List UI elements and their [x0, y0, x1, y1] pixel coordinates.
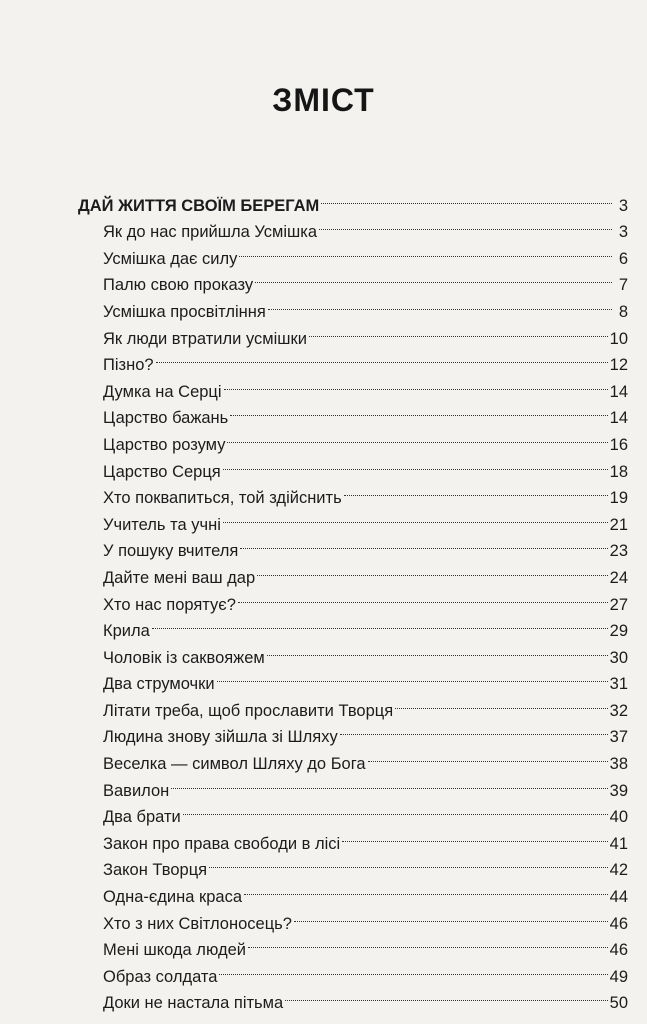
- toc-entry-page-number: 6: [618, 249, 628, 268]
- toc-entry-title: Думка на Серці: [103, 382, 222, 401]
- dot-leader: [239, 237, 612, 264]
- toc-entry-page-number: 31: [609, 675, 628, 694]
- toc-entry-title: Закон про права свободи в лісі: [103, 834, 341, 853]
- dot-leader: [267, 636, 608, 663]
- dot-leader: [152, 610, 608, 637]
- table-of-contents: [78, 184, 628, 1013]
- dot-leader: [321, 184, 612, 211]
- toc-entry-page-number: 10: [609, 329, 628, 348]
- dot-leader: [171, 769, 607, 796]
- toc-entry-page-number: 14: [609, 382, 628, 401]
- dot-leader: [395, 689, 608, 716]
- toc-entry-title: Пізно?: [103, 356, 154, 375]
- toc-entry: [78, 636, 628, 667]
- toc-entry-title: Веселка — символ Шляху до Бога: [103, 755, 366, 774]
- toc-entry-title: Мені шкода людей: [103, 941, 246, 960]
- dot-leader: [268, 290, 612, 317]
- toc-entry-title: Крила: [103, 622, 150, 641]
- toc-entry-title: Царство Серця: [103, 462, 221, 481]
- toc-entry-page-number: 39: [609, 781, 628, 800]
- toc-entry-page-number: 38: [609, 755, 628, 774]
- dot-leader: [183, 796, 608, 823]
- toc-entry-title: Одна-єдина краса: [103, 888, 243, 907]
- toc-entry-page-number: 18: [609, 462, 628, 481]
- dot-leader: [340, 716, 608, 743]
- toc-entry-page-number: 19: [609, 489, 628, 508]
- dot-leader: [257, 556, 607, 583]
- toc-section-heading: [78, 184, 628, 215]
- dot-leader: [342, 822, 607, 849]
- toc-entry-title: Царство бажань: [103, 409, 229, 428]
- toc-entry-title: Дайте мені ваш дар: [103, 568, 256, 587]
- dot-leader: [244, 875, 608, 902]
- dot-leader: [223, 503, 608, 530]
- toc-entry-page-number: 24: [609, 568, 628, 587]
- toc-entry-page-number: 46: [609, 914, 628, 933]
- dot-leader: [248, 929, 608, 956]
- toc-entry-page-number: 46: [609, 941, 628, 960]
- toc-entry: [78, 610, 628, 641]
- toc-entry-title: Літати треба, щоб прославити Творця: [103, 701, 394, 720]
- toc-entry-page-number: 14: [609, 409, 628, 428]
- toc-entry-title: Два струмочки: [103, 675, 215, 694]
- toc-entry-title: Усмішка просвітління: [103, 302, 266, 321]
- dot-leader: [344, 477, 608, 504]
- toc-entry-page-number: 44: [609, 888, 628, 907]
- toc-entry-title: Образ солдата: [103, 967, 218, 986]
- toc-entry-title: Вавилон: [103, 781, 170, 800]
- dot-leader: [240, 530, 607, 557]
- dot-leader: [217, 663, 608, 690]
- dot-leader: [319, 211, 612, 238]
- toc-entry-title: Усмішка дає силу: [103, 249, 238, 268]
- dot-leader: [156, 344, 608, 371]
- dot-leader: [294, 902, 608, 929]
- dot-leader: [224, 370, 608, 397]
- toc-entry-page-number: 16: [609, 435, 628, 454]
- dot-leader: [285, 982, 607, 1009]
- toc-entry-page-number: 42: [609, 861, 628, 880]
- toc-entry-page-number: 12: [609, 356, 628, 375]
- toc-entry-page-number: 30: [609, 648, 628, 667]
- dot-leader: [309, 317, 608, 344]
- dot-leader: [230, 397, 607, 424]
- toc-entry-page-number: 32: [609, 701, 628, 720]
- toc-entry-title: Хто з них Світлоносець?: [103, 914, 292, 933]
- toc-entry-page-number: 49: [609, 967, 628, 986]
- toc-entry-page-number: 29: [609, 622, 628, 641]
- dot-leader: [219, 955, 607, 982]
- toc-entry-page-number: 23: [609, 542, 628, 561]
- toc-entry-title: Хто поквапиться, той здійснить: [103, 489, 342, 508]
- dot-leader: [368, 742, 608, 769]
- toc-entry-page-number: 40: [609, 808, 628, 827]
- page-title: ЗМІСТ: [272, 82, 375, 118]
- dot-leader: [209, 849, 608, 876]
- dot-leader: [223, 450, 608, 477]
- toc-entry-title: Учитель та учні: [103, 515, 221, 534]
- toc-entry-page-number: 7: [618, 276, 628, 295]
- toc-entry-page-number: 50: [609, 994, 628, 1013]
- toc-entry: [78, 344, 628, 375]
- toc-entry-title: Як люди втратили усмішки: [103, 329, 307, 348]
- toc-entry-title: Закон Творця: [103, 861, 208, 880]
- toc-entry-page-number: 3: [618, 196, 628, 215]
- toc-entry-page-number: 37: [609, 728, 628, 747]
- toc-entry-page-number: 8: [618, 302, 628, 321]
- toc-entry-title: Хто нас порятує?: [103, 595, 236, 614]
- toc-entry-title: Доки не настала пітьма: [103, 994, 284, 1013]
- toc-entry-title: Царство розуму: [103, 435, 226, 454]
- toc-entry-title: Як до нас прийшла Усмішка: [103, 223, 318, 242]
- toc-entry-page-number: 27: [609, 595, 628, 614]
- toc-entry-title: Людина знову зійшла зі Шляху: [103, 728, 338, 747]
- dot-leader: [227, 423, 607, 450]
- toc-entry-title: У пошуку вчителя: [103, 542, 239, 561]
- toc-entry: [78, 370, 628, 401]
- toc-entry-page-number: 41: [609, 834, 628, 853]
- toc-entry-title: ДАЙ ЖИТТЯ СВОЇМ БЕРЕГАМ: [78, 196, 320, 215]
- toc-entry-title: Два брати: [103, 808, 181, 827]
- toc-entry-title: Чоловік із саквояжем: [103, 648, 265, 667]
- toc-entry-title: Палю свою проказу: [103, 276, 254, 295]
- dot-leader: [238, 583, 608, 610]
- toc-entry-page-number: 3: [618, 223, 628, 242]
- toc-entry-page-number: 21: [609, 515, 628, 534]
- dot-leader: [255, 264, 612, 291]
